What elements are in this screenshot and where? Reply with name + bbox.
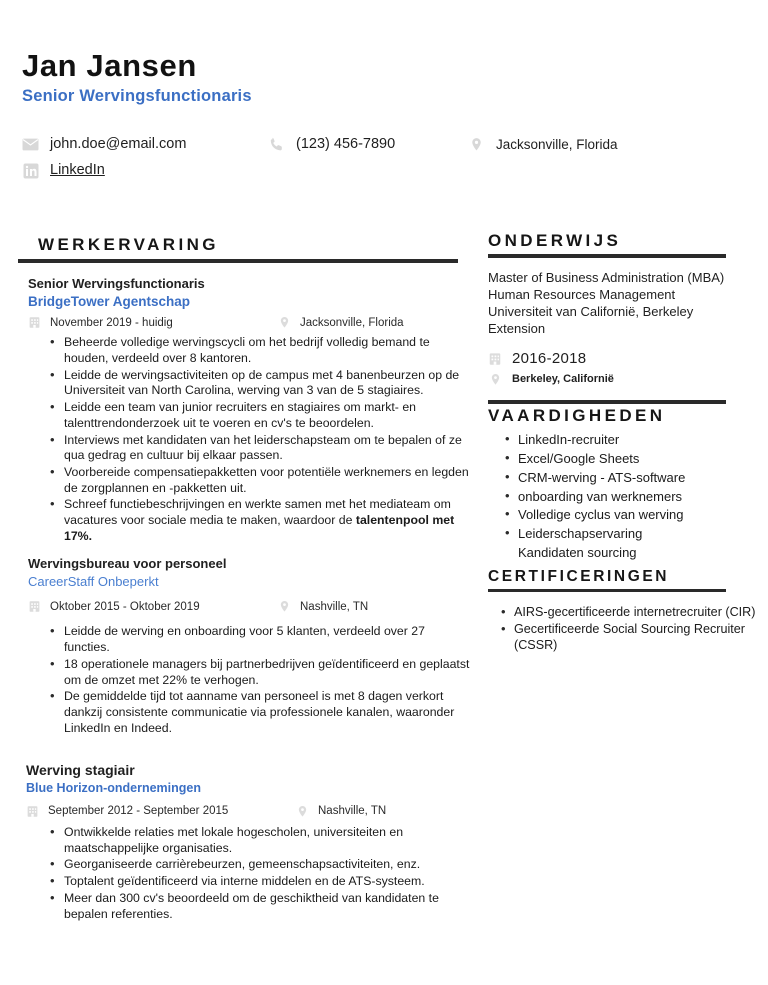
list-item: • Leiderschapservaring [518, 525, 760, 544]
education-school-line-2: Extension [488, 321, 546, 337]
section-title-education: ONDERWIJS [488, 231, 622, 250]
contact-block [22, 136, 752, 188]
section-rule-certifications [488, 589, 726, 593]
experience-location-wrap [296, 805, 386, 818]
experience-date-wrap [28, 316, 278, 329]
experience-item [18, 761, 470, 923]
contact-email[interactable] [22, 136, 268, 153]
certifications-list [488, 605, 760, 654]
bullet-text-bold: talentenpool met 17%. [64, 513, 455, 543]
bullet-text-plain: Schreef functiebeschrijvingen en werkte samen met het mediateam om vacatures voor sociale media te maken, waardoor de [64, 497, 451, 528]
contact-row-secondary [22, 162, 752, 188]
contact-email-text: john.doe@email.com [50, 136, 187, 153]
experience-dates: November 2019 - huidig [50, 316, 173, 329]
experience-location-wrap [278, 316, 404, 329]
list-item: • 18 operationele managers bij partnerbedrijven geïdentificeerd en geplaatst om de omzet met 22% te verhogen. [64, 657, 470, 688]
list-item: • Georganiseerde carrièrebeurzen, gemeenschapsactiviteiten, enz. [64, 857, 470, 873]
experience-location: Nashville, TN [300, 600, 369, 613]
list-item: • Volledige cyclus van werving [518, 506, 760, 525]
candidate-name: Jan Jansen [22, 48, 197, 83]
list-item: • onboarding van werknemers [518, 488, 760, 507]
experience-meta [18, 600, 470, 613]
contact-location-text: Jacksonville, Florida [496, 136, 618, 152]
list-item: • LinkedIn-recruiter [518, 431, 760, 450]
building-calendar-icon [28, 316, 41, 329]
certifications-wrap [488, 605, 760, 654]
education-dates: 2016-2018 [512, 350, 587, 368]
experience-meta [18, 316, 470, 329]
list-item: • Excel/Google Sheets [518, 450, 760, 469]
experience-job-title: Senior Wervingsfunctionaris [28, 275, 205, 291]
phone-icon [268, 136, 285, 153]
section-rule-education [488, 254, 726, 258]
list-item: • CRM-werving - ATS-software [518, 469, 760, 488]
list-item [64, 497, 470, 544]
experience-job-title: Wervingsbureau voor personeel [28, 555, 227, 571]
education-degree: Master of Business Administration (MBA) [488, 269, 725, 285]
list-item: • Leidde de wervingsactiviteiten op de campus met 4 banenbeurzen op de Universiteit van North Carolina, werving van 3 van de 5 stagiaires. [64, 368, 470, 399]
experience-date-wrap [26, 805, 296, 818]
section-education [488, 232, 760, 386]
list-item: • Gecertificeerde Social Sourcing Recruiter (CSSR) [514, 622, 760, 654]
list-item: • Leidde een team van junior recruiters en stagiaires om markt- en talenttrendonderzoek uit te voeren en cv's te beoordelen. [64, 400, 470, 431]
building-calendar-icon [26, 805, 39, 818]
section-rule-skills [488, 400, 726, 404]
contact-row-primary [22, 136, 752, 162]
experience-dates: Oktober 2015 - Oktober 2019 [50, 600, 200, 613]
map-pin-icon [488, 372, 502, 386]
envelope-icon [22, 136, 39, 153]
experience-organization[interactable]: Blue Horizon-ondernemingen [26, 781, 201, 796]
education-item [488, 269, 760, 387]
contact-location [468, 136, 618, 153]
contact-phone-text: (123) 456-7890 [296, 136, 396, 153]
list-item: • Interviews met kandidaten van het leiderschapsteam om te bepalen of ze qua gedrag en cultuur bij elkaar passen. [64, 433, 470, 464]
experience-item [18, 275, 470, 545]
experience-meta [18, 805, 470, 818]
building-calendar-icon [488, 352, 502, 366]
section-title-certifications: CERTIFICERINGEN [488, 567, 670, 585]
list-item: • Toptalent geïdentificeerd via interne middelen en de ATS-systeem. [64, 874, 470, 890]
list-item: • De gemiddelde tijd tot aanname van personeel is met 8 dagen verkort dankzij consistente communicatie via professionele kanalen, waaronder LinkedIn en Indeed. [64, 689, 470, 736]
experience-bullets [18, 624, 470, 736]
contact-linkedin[interactable] [22, 162, 105, 179]
contact-linkedin-text: LinkedIn [50, 162, 105, 179]
map-pin-icon [296, 805, 309, 818]
list-item: • AIRS-gecertificeerde internetrecruiter (CIR) [514, 605, 760, 621]
candidate-headline: Senior Wervingsfunctionaris [22, 86, 252, 105]
section-title-experience: WERKERVARING [38, 235, 219, 254]
education-field: Human Resources Management [488, 286, 676, 302]
experience-bullets [18, 335, 470, 545]
contact-phone[interactable] [268, 136, 468, 153]
left-column [18, 236, 470, 923]
experience-location-wrap [278, 600, 368, 613]
experience-location: Nashville, TN [318, 805, 387, 818]
experience-organization[interactable]: BridgeTower Agentschap [28, 294, 191, 310]
education-location-row [488, 372, 760, 386]
education-location: Berkeley, Californië [512, 373, 614, 386]
experience-bullets [18, 825, 470, 922]
linkedin-icon [22, 162, 39, 179]
map-pin-icon [278, 316, 291, 329]
section-skills [488, 400, 760, 563]
experience-job-title: Werving stagiair [26, 761, 135, 778]
skills-list [488, 431, 760, 563]
resume-header [22, 50, 752, 106]
education-school-line-1: Universiteit van Californië, Berkeley [488, 304, 694, 319]
list-item: • Voorbereide compensatiepakketten voor potentiële werknemers en legden de zorgplannen en -pakketten uit. [64, 465, 470, 496]
list-item: • Leidde de werving en onboarding voor 5 klanten, verdeeld over 27 functies. [64, 624, 470, 655]
experience-organization[interactable]: CareerStaff Onbeperkt [28, 574, 159, 590]
map-pin-icon [468, 136, 485, 153]
right-column [488, 232, 760, 655]
list-item: • Ontwikkelde relaties met lokale hogescholen, universiteiten en maatschappelijke organisaties. [64, 825, 470, 856]
building-calendar-icon [28, 600, 41, 613]
map-pin-icon [278, 600, 291, 613]
experience-item [18, 555, 470, 737]
experience-dates: September 2012 - September 2015 [48, 805, 229, 818]
experience-date-wrap [28, 600, 278, 613]
experience-location: Jacksonville, Florida [300, 316, 404, 329]
section-title-skills: VAARDIGHEDEN [488, 406, 666, 426]
section-rule-experience [18, 259, 458, 263]
list-item: • Beheerde volledige wervingscycli om het bedrijf volledig bemand te houden, verdeeld over 8 kantoren. [64, 335, 470, 366]
list-item: • Meer dan 300 cv's beoordeeld om de geschiktheid van kandidaten te bepalen referenties. [64, 891, 470, 922]
list-item-continuation: Kandidaten sourcing [518, 545, 637, 561]
education-date-row [488, 350, 760, 367]
section-certifications [488, 568, 760, 655]
